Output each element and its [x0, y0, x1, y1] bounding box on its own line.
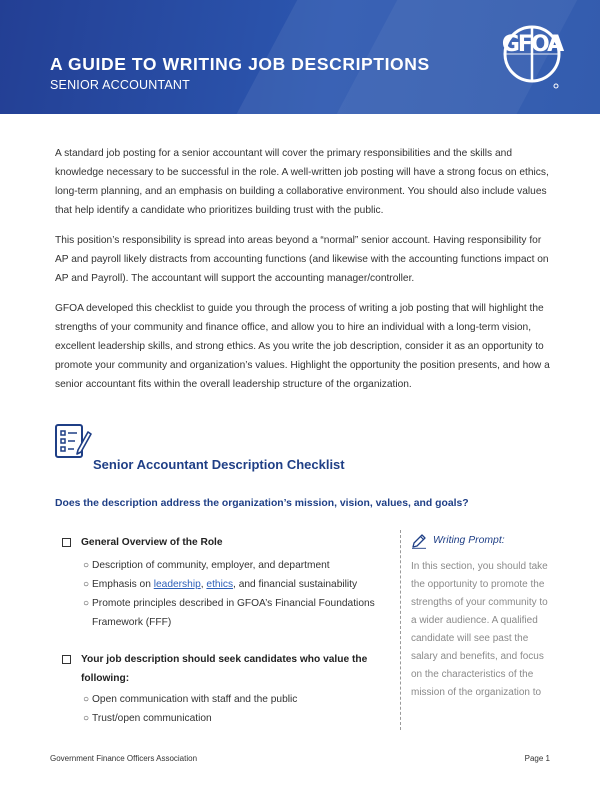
list-item — [62, 575, 387, 594]
sub-list — [62, 556, 387, 632]
checkbox[interactable] — [62, 655, 71, 664]
list-item-text: Description of community, employer, and department — [92, 560, 330, 571]
list-item-text: Emphasis on — [92, 579, 154, 590]
bullet-circle-icon: ○ — [83, 713, 90, 724]
list-item-text: Trust/open communication — [92, 713, 212, 724]
checklist-items — [62, 533, 387, 728]
list-item — [62, 594, 387, 632]
sub-list — [62, 690, 387, 728]
list-item — [62, 690, 387, 709]
leadership-link[interactable]: leadership — [153, 579, 201, 590]
list-item — [62, 709, 387, 728]
pencil-icon — [411, 533, 427, 549]
bullet-circle-icon: ○ — [83, 560, 90, 571]
footer-organization: Government Finance Officers Association — [50, 754, 198, 763]
logo-lettering: GFOA — [501, 32, 563, 57]
writing-prompt-body: In this section, you should take the opportunity to promote the strengths of your community to a wider audience. A qualified candidate will see past the salary and benefits, and focus on the characteristics of the mission of the organization to — [411, 561, 548, 698]
checkbox[interactable] — [62, 538, 71, 547]
bullet-circle-icon: ○ — [83, 694, 90, 705]
intro-paragraph: This position’s responsibility is spread into areas beyond a “normal” senior account. Having responsibility for AP and payroll likely distracts from accounting functions (and likewise with the accounting functions impact on AP and Payroll). The accountant will support the accounting manager/controller. — [55, 235, 549, 284]
list-item-text: Promote principles described in GFOA’s Financial Foundations Framework (FFF) — [92, 598, 375, 628]
list-item — [62, 556, 387, 575]
checklist-item-label: Your job description should seek candidates who value the following: — [81, 654, 368, 684]
intro-paragraph: A standard job posting for a senior accountant will cover the primary responsibilities and the skills and knowledge necessary to be successful in the role. A well-written job posting will have a strong focus on ethics, long-term planning, and an emphasis on building a collaborative environment. You should also include values that help identify a candidate who prioritizes building trust with the public. — [55, 148, 549, 216]
checklist-title: Senior Accountant Description Checklist — [93, 457, 345, 472]
intro-section — [55, 144, 555, 405]
checklist-question: Does the description address the organization’s mission, vision, values, and goals? — [55, 498, 469, 509]
checklist-item-label: General Overview of the Role — [81, 537, 223, 548]
header-band — [0, 0, 600, 114]
intro-paragraph: GFOA developed this checklist to guide you through the process of writing a job posting that will highlight the strengths of your community and finance office, and allow you to hire an individual with a long-term vision, excellent leadership skills, and strong ethics. As you write the job description, consider it as an opportunity to promote your community and organization’s values. Highlight the opportunity the position presents, and how a senior accountant fits within the overall leadership structure of the organization. — [55, 303, 550, 390]
list-item-text: , — [200, 579, 207, 590]
checklist-item — [62, 533, 387, 552]
checklist-icon — [54, 422, 92, 460]
document-subtitle: SENIOR ACCOUNTANT — [50, 78, 190, 92]
ethics-link[interactable]: ethics — [206, 579, 234, 590]
document-title: A GUIDE TO WRITING JOB DESCRIPTIONS — [50, 54, 430, 74]
list-item-text: Open communication with staff and the public — [92, 694, 298, 705]
list-item-text: , and financial sustainability — [233, 579, 358, 590]
bullet-circle-icon: ○ — [83, 579, 90, 590]
column-divider — [400, 530, 401, 730]
writing-prompt-title: Writing Prompt: — [433, 535, 505, 546]
checklist-item — [62, 650, 387, 688]
page-number: Page 1 — [524, 754, 550, 763]
bullet-circle-icon: ○ — [83, 598, 90, 609]
